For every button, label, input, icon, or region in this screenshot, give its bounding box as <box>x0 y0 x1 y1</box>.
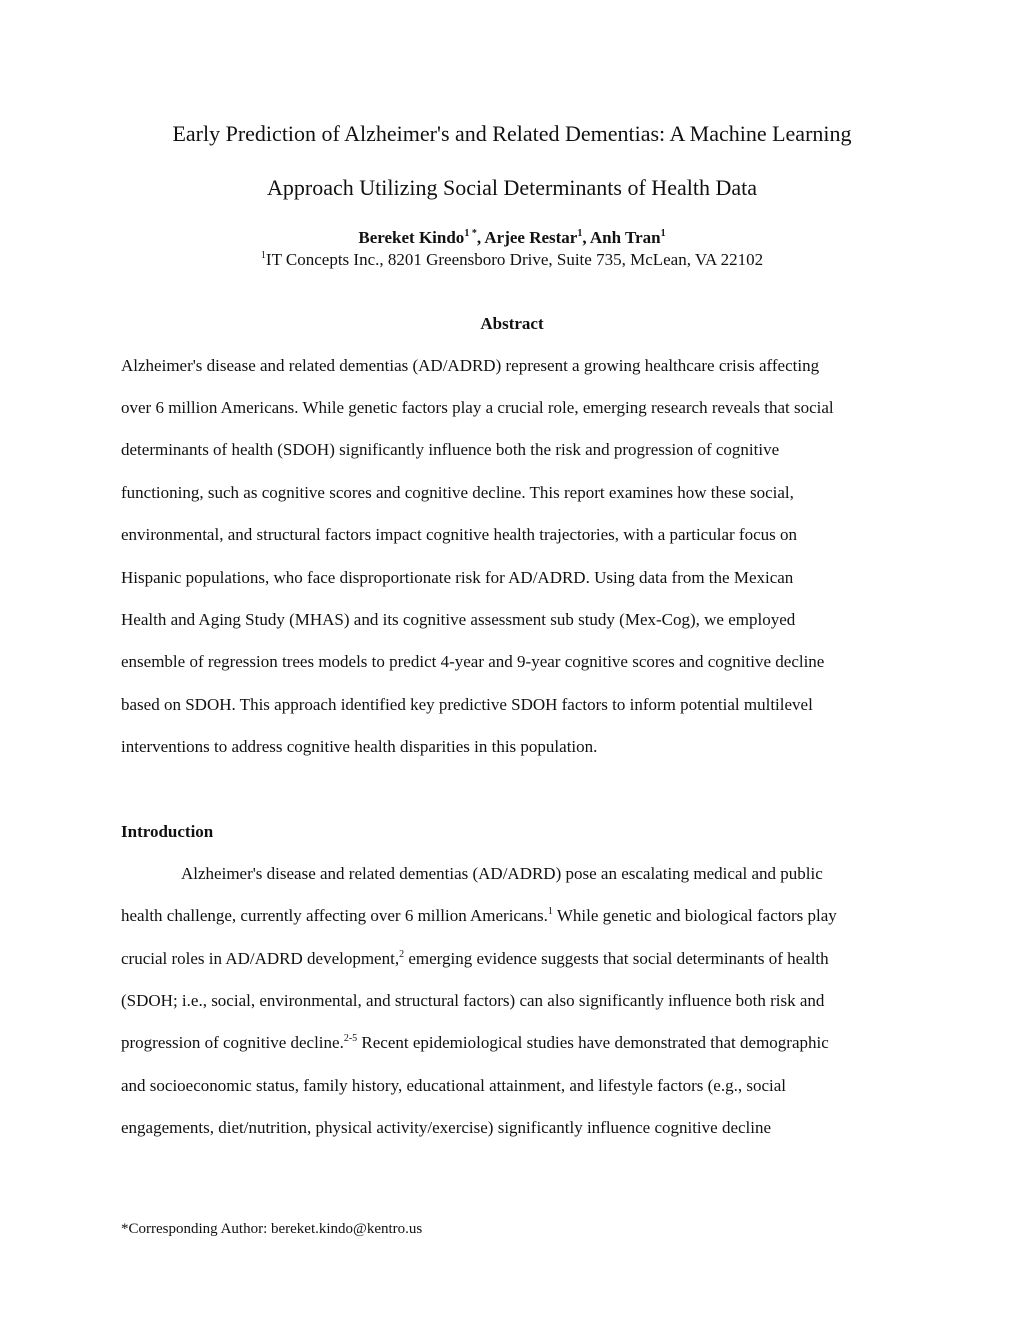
introduction-heading: Introduction <box>121 822 214 841</box>
intro-line: progression of cognitive decline.$^{2-5}$ Recent epidemiological studies have demonstrated that demographic <box>121 1033 829 1052</box>
author-affiliation-mark: 1 <box>577 228 583 239</box>
citation-mark: 2 <box>399 949 405 960</box>
abstract-line: ensemble of regression trees models to predict 4-year and 9-year cognitive scores and cognitive decline <box>121 652 825 671</box>
intro-line: health challenge, currently affecting over 6 million Americans.$^1$ While genetic and biological factors play <box>121 906 837 925</box>
abstract-line: environmental, and structural factors impact cognitive health trajectories, with a particular focus on <box>121 525 797 544</box>
affiliation-text: IT Concepts Inc., 8201 Greensboro Drive, Suite 735, McLean, VA 22102 <box>265 250 764 269</box>
intro-line: crucial roles in AD/ADRD development,$^2$ emerging evidence suggests that social determinants of health <box>121 949 829 968</box>
affiliation-mark: 1 <box>260 250 266 261</box>
author-affiliation-mark: 1 * <box>464 228 477 239</box>
abstract-line: over 6 million Americans. While genetic factors play a crucial role, emerging research reveals that social <box>121 398 834 417</box>
affiliation <box>0 250 1024 270</box>
abstract-line: Hispanic populations, who face disproportionate risk for AD/ADRD. Using data from the Mexican <box>121 568 794 587</box>
author-name: Anh Tran <box>589 228 661 247</box>
abstract-heading: Abstract <box>480 314 544 333</box>
author-affiliation-mark: 1 <box>660 228 666 239</box>
paper-title-line-1: Early Prediction of Alzheimer's and Related Dementias: A Machine Learning <box>172 121 852 146</box>
corresponding-author-footnote: *Corresponding Author: bereket.kindo@kentro.us <box>121 1221 423 1237</box>
intro-line: engagements, diet/nutrition, physical activity/exercise) significantly influence cognitive decline <box>121 1118 772 1137</box>
abstract-line: functioning, such as cognitive scores and cognitive decline. This report examines how these social, <box>121 483 794 502</box>
author-name: Arjee Restar <box>484 228 578 247</box>
abstract-line: based on SDOH. This approach identified key predictive SDOH factors to inform potential multilevel <box>121 695 813 714</box>
citation-mark: 2-5 <box>343 1033 358 1044</box>
abstract-line: Alzheimer's disease and related dementias (AD/ADRD) represent a growing healthcare crisis affecting <box>121 356 820 375</box>
paper-title-line-2: Approach Utilizing Social Determinants of Health Data <box>267 175 757 200</box>
author-list: Bereket Kindo$^{1 *}$, Arjee Restar$^1$, Anh Tran$^1$ <box>358 228 666 247</box>
intro-line: (SDOH; i.e., social, environmental, and structural factors) can also significantly influence both risk and <box>121 991 825 1010</box>
citation-mark: 1 <box>547 906 553 917</box>
abstract-line: interventions to address cognitive health disparities in this population. <box>121 737 598 756</box>
intro-line: Alzheimer's disease and related dementias (AD/ADRD) pose an escalating medical and public <box>181 864 823 883</box>
author-name: Bereket Kindo <box>358 228 465 247</box>
abstract-line: determinants of health (SDOH) significantly influence both the risk and progression of cognitive <box>121 440 780 459</box>
intro-line: and socioeconomic status, family history, educational attainment, and lifestyle factors (e.g., social <box>121 1076 787 1095</box>
abstract-line: Health and Aging Study (MHAS) and its cognitive assessment sub study (Mex-Cog), we employed <box>121 610 796 629</box>
